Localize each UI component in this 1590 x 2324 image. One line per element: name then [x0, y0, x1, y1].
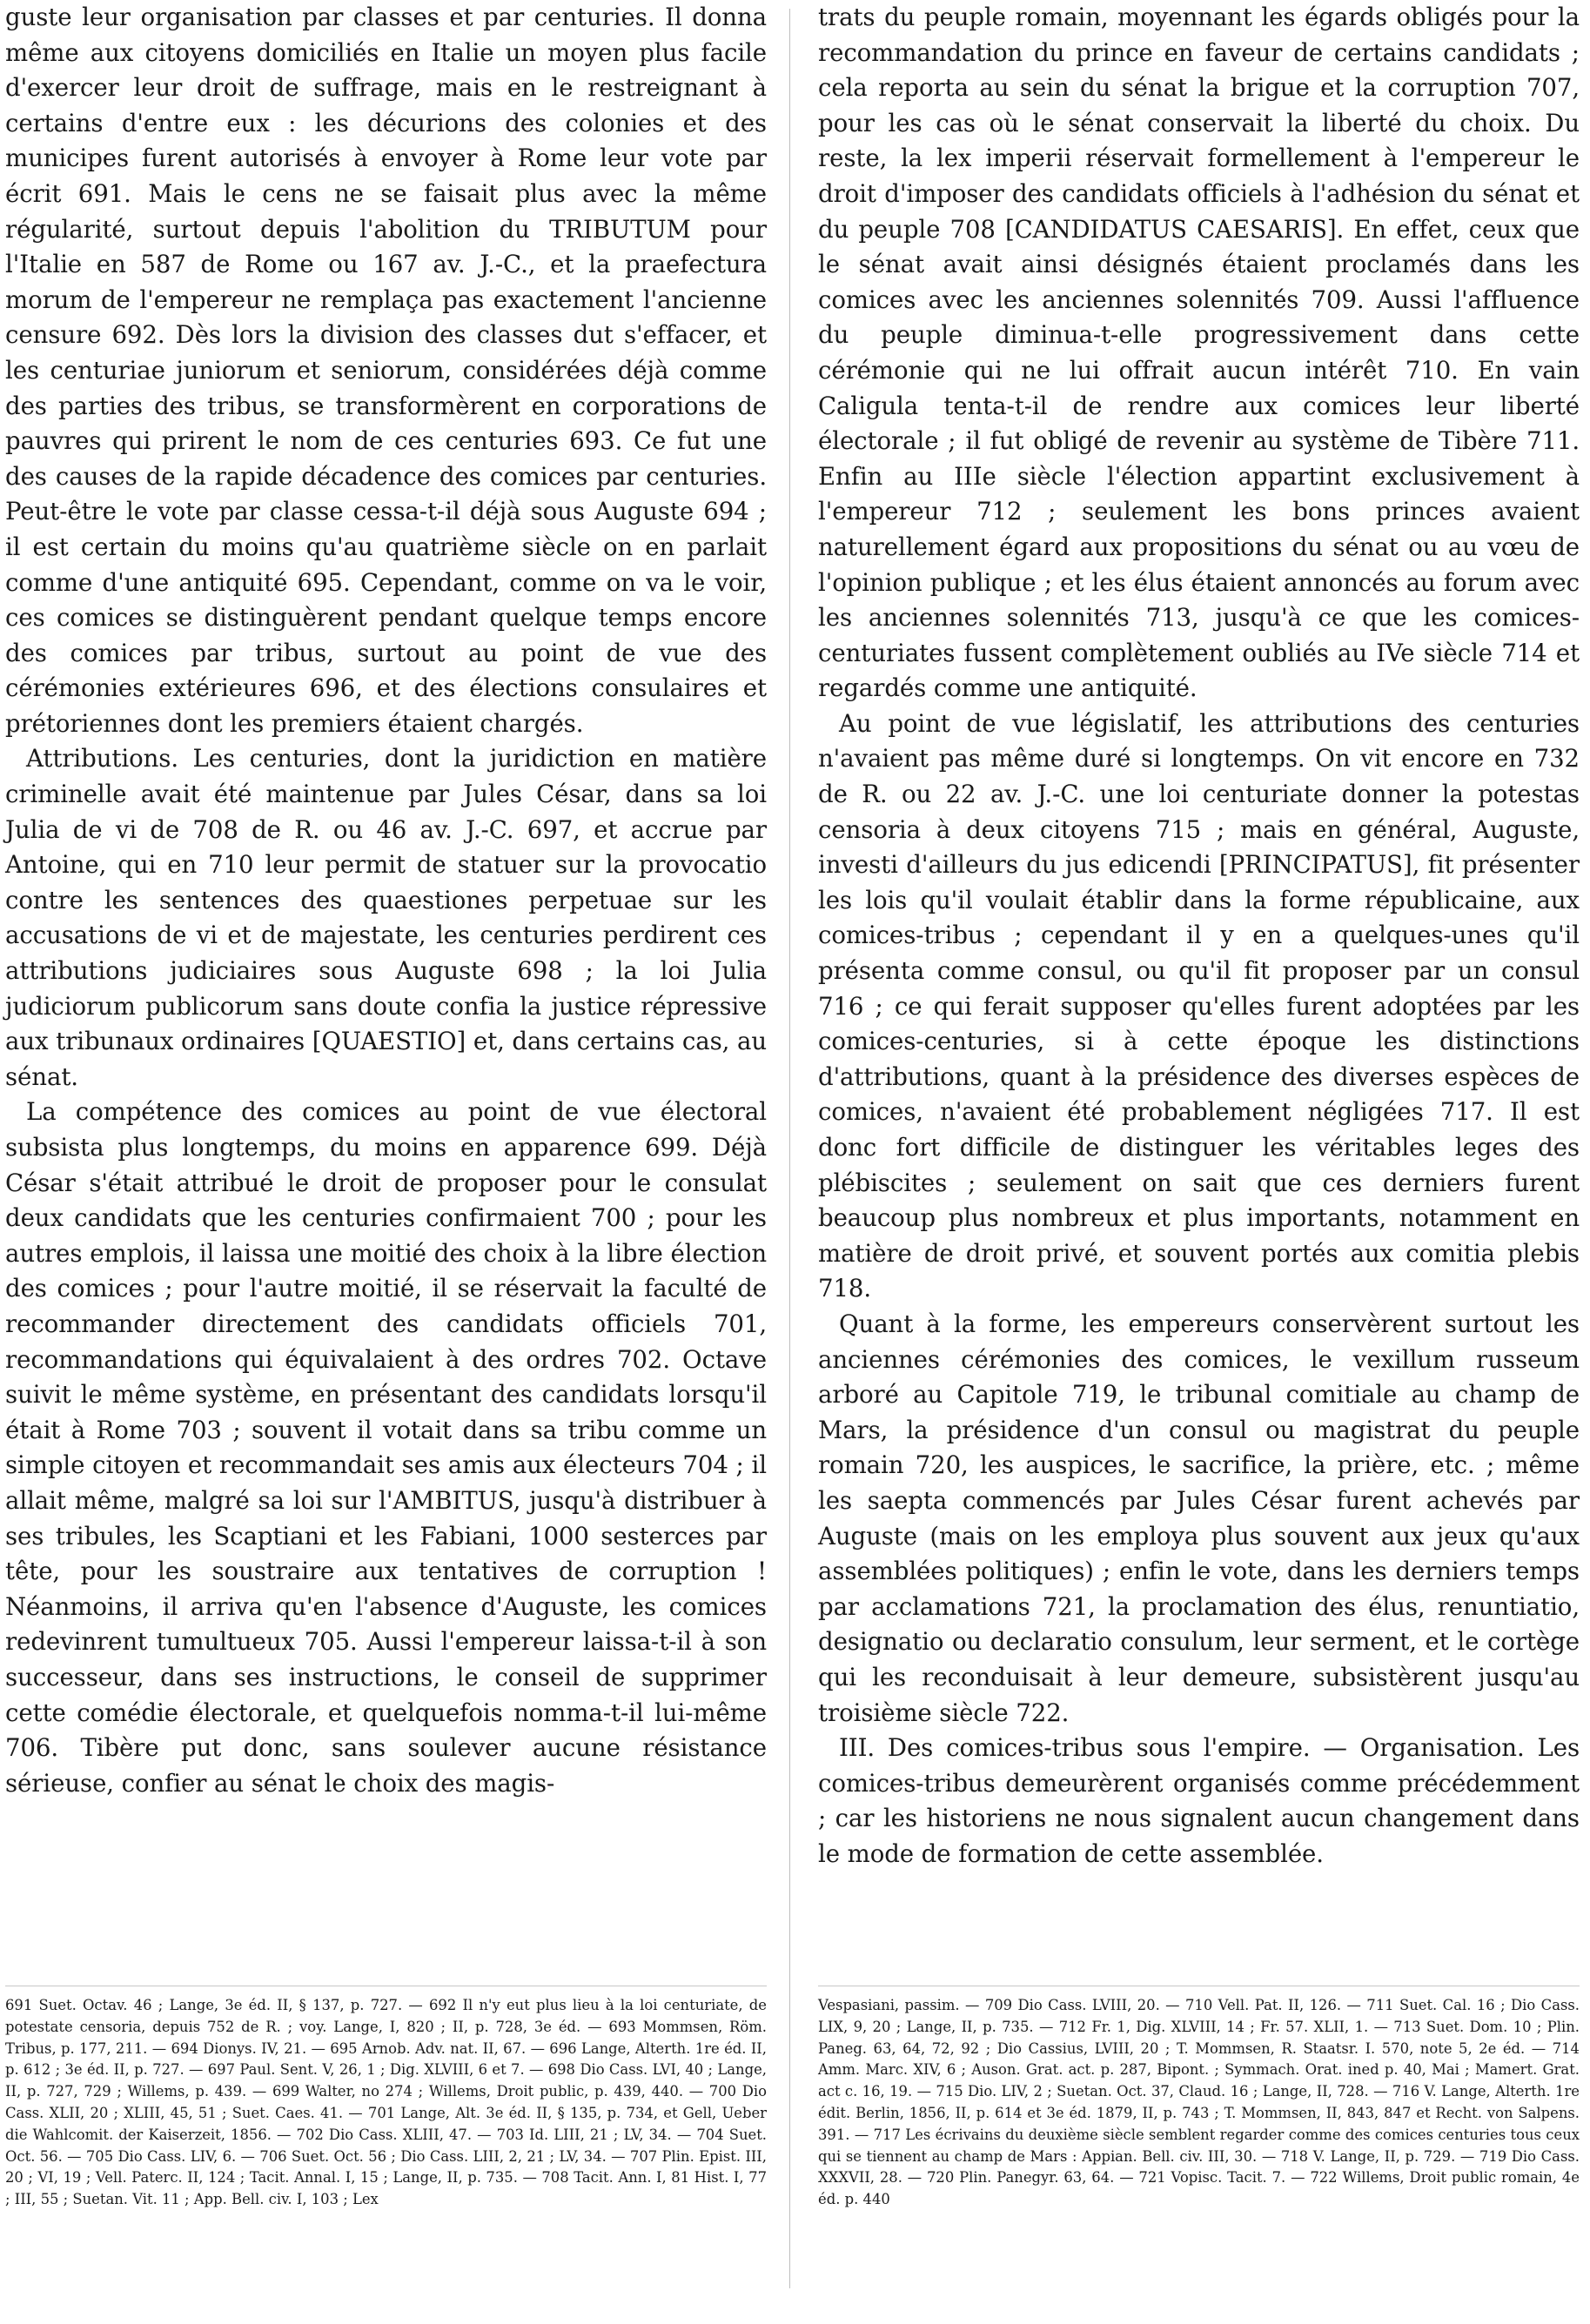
- right-footnotes: Vespasiani, passim. — 709 Dio Cass. LVIII, 20. — 710 Vell. Pat. II, 126. — 711 Suet. Cal. 16 ; Dio Cass. LIX, 9, 20 ; Lange, II, p. 735. — 712 Fr. 1, Dig. XLVIII, 14 ; Fr. 57. XLII, 1. — 713 Suet. Dom. 10 ; Plin. Paneg. 63, 64, 72, 92 ; Dio Cassius, LVIII, 20 ; T. Mommsen, R. Staatsr. I. 570, note 5, 2e éd. — 714 Amm. Marc. XIV, 6 ; Auson. Grat. act. p. 287, Bipont. ; Symmach. Orat. ined p. 40, Mai ; Mamert. Grat. act c. 16, 19. — 715 Dio. LIV, 2 ; Suetan. Oct. 37, Claud. 16 ; Lange, II, 728. — 716 V. Lange, Alterth. 1re édit. Berlin, 1856, II, p. 614 et 3e éd. 1879, II, p. 743 ; T. Mommsen, II, 843, 847 et Recht. von Salpens. 391. — 717 Les écrivains du deuxième siècle semblent regarder comme des comices centuries tous ceux qui se tiennent au champ de Mars : Appian. Bell. civ. III, 30. — 718 V. Lange, II, p. 729. — 719 Dio Cass. XXXVII, 28. — 720 Plin. Panegyr. 63, 64. — 721 Vopisc. Tacit. 7. — 722 Willems, Droit public romain, 4e éd. p. 440: [818, 1986, 1580, 2211]
- paragraph: guste leur organisation par classes et par centuries. Il donna même aux citoyens domiciliés en Italie un moyen plus facile d'exercer leur droit de suffrage, mais en le restreignant à certains d'entre eux : les décurions des colonies et des municipes furent autorisés à envoyer à Rome leur vote par écrit 691. Mais le cens ne se faisait plus avec la même régularité, surtout depuis l'abolition du TRIBUTUM pour l'Italie en 587 de Rome ou 167 av. J.-C., et la praefectura morum de l'empereur ne remplaça pas exactement l'ancienne censure 692. Dès lors la division des classes dut s'effacer, et les centuriae juniorum et seniorum, considérées déjà comme des parties des tribus, se transformèrent en corporations de pauvres qui prirent le nom de ces centuries 693. Ce fut une des causes de la rapide décadence des comices par centuries. Peut-être le vote par classe cessa-t-il déjà sous Auguste 694 ; il est certain du moins qu'au quatrième siècle on en parlait comme d'une antiquité 695. Cependant, comme on va le voir, ces comices se distinguèrent pendant quelque temps encore des comices par tribus, surtout au point de vue des cérémonies extérieures 696, et des élections consulaires et prétoriennes dont les premiers étaient chargés.: [5, 3, 767, 738]
- paragraph: La compétence des comices au point de vue électoral subsista plus longtemps, du moins en apparence 699. Déjà César s'était attribué le droit de proposer pour le consulat deux candidats que les centuries confirmaient 700 ; pour les autres emplois, il laissa une moitié des choix à la libre élection des comices ; pour l'autre moitié, il se réservait la faculté de recommander directement des candidats officiels 701, recommandations qui équivalaient à des ordres 702. Octave suivit le même système, en présentant des candidats lorsqu'il était à Rome 703 ; souvent il votait dans sa tribu comme un simple citoyen et recommandait ses amis aux électeurs 704 ; il allait même, malgré sa loi sur l'AMBITUS, jusqu'à distribuer à ses tribules, les Scaptiani et les Fabiani, 1000 sesterces par tête, pour les soustraire aux tentatives de corruption ! Néanmoins, il arriva qu'en l'absence d'Auguste, les comices redevinrent tumultueux 705. Aussi l'empereur laissa-t-il à son successeur, dans ses instructions, le conseil de supprimer cette comédie électorale, et quelquefois nomma-t-il lui-même 706. Tibère put donc, sans soulever aucune résistance sérieuse, confier au sénat le choix des magis-: [5, 1097, 767, 1798]
- left-column: [5, 0, 767, 1801]
- left-footnotes: 691 Suet. Octav. 46 ; Lange, 3e éd. II, § 137, p. 727. — 692 Il n'y eut plus lieu à la loi centuriate, de potestate censoria, depuis 752 de R. ; voy. Lange, I, 820 ; II, p. 728, 3e éd. — 693 Mommsen, Röm. Tribus, p. 177, 211. — 694 Dionys. IV, 21. — 695 Arnob. Adv. nat. II, 67. — 696 Lange, Alterth. 1re éd. II, p. 612 ; 3e éd. II, p. 727. — 697 Paul. Sent. V, 26, 1 ; Dig. XLVIII, 6 et 7. — 698 Dio Cass. LVI, 40 ; Lange, II, p. 727, 729 ; Willems, p. 439. — 699 Walter, no 274 ; Willems, Droit public, p. 439, 440. — 700 Dio Cass. XLII, 20 ; XLIII, 45, 51 ; Suet. Caes. 41. — 701 Lange, Alt. 3e éd. II, § 135, p. 734, et Gell, Ueber die Wahlcomit. der Kaiserzeit, 1856. — 702 Dio Cass. XLIII, 47. — 703 Id. LIII, 21 ; LV, 34. — 704 Suet. Oct. 56. — 705 Dio Cass. LIV, 6. — 706 Suet. Oct. 56 ; Dio Cass. LIII, 2, 21 ; LV, 34. — 707 Plin. Epist. III, 20 ; VI, 19 ; Vell. Paterc. II, 124 ; Tacit. Annal. I, 15 ; Lange, II, p. 735. — 708 Tacit. Ann. I, 81 Hist. I, 77 ; III, 55 ; Suetan. Vit. 11 ; App. Bell. civ. I, 103 ; Lex: [5, 1986, 767, 2211]
- paragraph: Au point de vue législatif, les attributions des centuries n'avaient pas même duré si longtemps. On vit encore en 732 de R. ou 22 av. J.-C. une loi centuriate donner la potestas censoria à deux citoyens 715 ; mais en général, Auguste, investi d'ailleurs du jus edicendi [PRINCIPATUS], fit présenter les lois qu'il voulait établir dans la forme républicaine, aux comices-tribus ; cependant il y en a quelques-unes qu'il présenta comme consul, ou qu'il fit proposer par un consul 716 ; ce qui ferait supposer qu'elles furent adoptées par les comices-centuries, si à cette époque les distinctions d'attributions, quant à la présidence des diverses espèces de comices, n'avaient été probablement négligées 717. Il est donc fort difficile de distinguer les véritables leges des plébiscites ; seulement on sait que ces derniers furent beaucoup plus nombreux et plus importants, notamment en matière de droit privé, et souvent portés aux comitia plebis 718.: [818, 708, 1580, 1303]
- right-column: [818, 0, 1580, 1872]
- paragraph: Attributions. Les centuries, dont la juridiction en matière criminelle avait été maintenue par Jules César, dans sa loi Julia de vi de 708 de R. ou 46 av. J.-C. 697, et accrue par Antoine, qui en 710 leur permit de statuer sur la provocatio contre les sentences des quaestiones perpetuae sur les accusations de vi et de majestate, les centuries perdirent ces attributions judiciaires sous Auguste 698 ; la loi Julia judiciorum publicorum sans doute confia la justice répressive aux tribunaux ordinaires [QUAESTIO] et, dans certains cas, au sénat.: [5, 744, 768, 1091]
- paragraph: trats du peuple romain, moyennant les égards obligés pour la recommandation du prince en faveur de certains candidats ; cela reporta au sein du sénat la brigue et la corruption 707, pour les cas où le sénat conservait la liberté du choix. Du reste, la lex imperii réservait formellement à l'empereur le droit d'imposer des candidats officiels à l'adhésion du sénat et du peuple 708 [CANDIDATUS CAESARIS]. En effet, ceux que le sénat avait ainsi désignés étaient proclamés dans les comices avec les anciennes solennités 709. Aussi l'affluence du peuple diminua-t-elle progressivement dans cette cérémonie qui ne lui offrait aucun intérêt 710. En vain Caligula tenta-t-il de rendre aux comices leur liberté électorale ; il fut obligé de revenir au système de Tibère 711. Enfin au IIIe siècle l'élection appartint exclusivement à l'empereur 712 ; seulement les bons princes avaient naturellement égard aux propositions du sénat ou au vœu de l'opinion publique ; et les élus étaient annoncés au forum avec les anciennes solennités 713, jusqu'à ce que les comices-centuriates fussent complètement oubliés au IVe siècle 714 et regardés comme une antiquité.: [818, 3, 1580, 703]
- paragraph: III. Des comices-tribus sous l'empire. — Organisation. Les comices-tribus demeurèrent organisés comme précédemment ; car les historiens ne nous signalent aucun changement dans le mode de formation de cette assemblée.: [818, 1733, 1580, 1868]
- right-body-text: [818, 0, 1580, 1872]
- column-divider: [789, 9, 790, 2288]
- paragraph: Quant à la forme, les empereurs conservèrent surtout les anciennes cérémonies des comices, le vexillum russeum arboré au Capitole 719, le tribunal comitiale au champ de Mars, la présidence d'un consul ou magistrat du peuple romain 720, les auspices, le sacrifice, la prière, etc. ; même les saepta commencés par Jules César furent achevés par Auguste (mais on les employa plus souvent aux jeux qu'aux assemblées politiques) ; enfin le vote, dans les derniers temps par acclamations 721, la proclamation des élus, renuntiatio, designatio ou declaratio consulum, leur serment, et le cortège qui les reconduisait à leur demeure, subsistèrent jusqu'au troisième siècle 722.: [818, 1309, 1580, 1727]
- left-body-text: [5, 0, 767, 1801]
